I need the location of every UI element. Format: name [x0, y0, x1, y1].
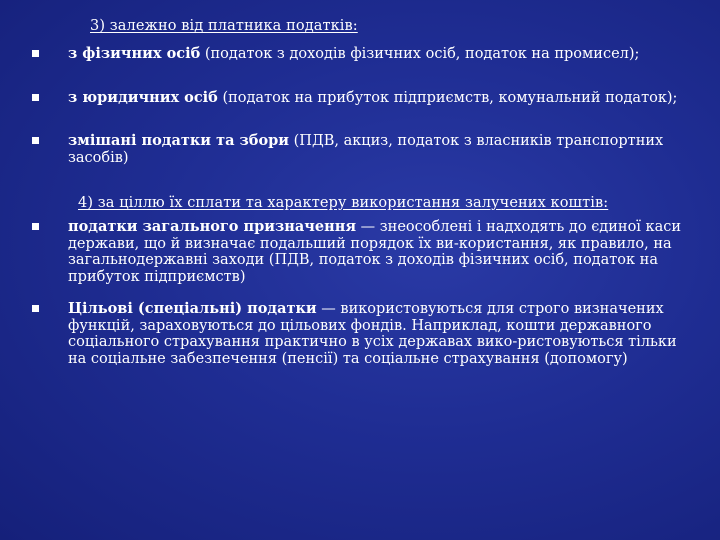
- item-strong: Цільові (спеціальні) податки: [68, 300, 317, 317]
- item-text: (податок з доходів фізичних осіб, податок на промисел);: [200, 46, 640, 62]
- item-text: — використовуються для строго визначених функцій, зараховуються до цільових фондів. Наприклад, кошти державного соціального страхування практично в усіх державах вико-ристовуються тільки на соціальне забезпечення (пенсії) та соціальне страхування (допомогу): [68, 301, 677, 367]
- item-text: — знеособлені і надходять до єдиної каси держави, що й визначає подальший порядок їх ви-користання, як правило, на загальнодержавні заходи (ПДВ, податок з доходів фізичних осіб, податок на прибуток підприємств): [68, 219, 682, 285]
- square-bullet-icon: [32, 305, 39, 312]
- square-bullet-icon: [32, 223, 39, 230]
- square-bullet-icon: [32, 137, 39, 144]
- list-item-targeted-taxes: [32, 301, 692, 367]
- list-item-individuals: [32, 46, 692, 63]
- square-bullet-icon: [32, 50, 39, 57]
- item-strong: змішані податки та збори: [68, 132, 290, 149]
- list-item-mixed-taxes: [32, 133, 692, 166]
- item-strong: з юридичних осіб: [68, 89, 218, 106]
- list-item-legal-entities: [32, 90, 692, 107]
- item-strong: з фізичних осіб: [68, 45, 201, 62]
- list-item-general-taxes: [32, 219, 692, 285]
- item-strong: податки загального призначення: [68, 218, 357, 235]
- item-text: (ПДВ, акциз, податок з власників транспортних засобів): [68, 133, 664, 166]
- section-3-heading: 3) залежно від платника податків:: [90, 18, 358, 34]
- square-bullet-icon: [32, 94, 39, 101]
- section-4-heading: 4) за ціллю їх сплати та характеру використання залучених коштів:: [78, 195, 609, 211]
- item-text: (податок на прибуток підприємств, комунальний податок);: [217, 90, 678, 106]
